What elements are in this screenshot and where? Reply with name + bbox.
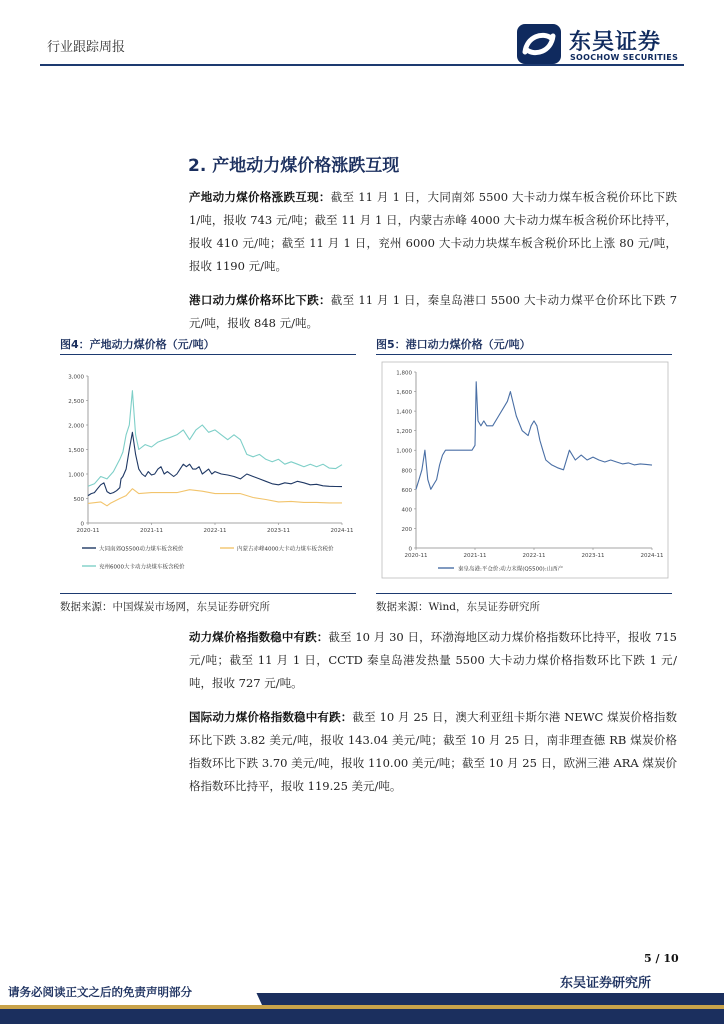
x-tick-label: 2024-11 xyxy=(640,553,664,559)
paragraph-lead: 国际动力煤价格指数稳中有跌： xyxy=(189,710,353,724)
paragraph-body: 截至 10 月 25 日，澳大利亚纽卡斯尔港 NEWC 煤炭价格指数环比下跌 3.82 美元/吨，报收 143.04 美元/吨；截至 10 月 25 日，南非理查德 RB 煤炭价格指数环比下跌 3.70 美元/吨，报收 110.00 美元/吨；截至 10 月 25 日，欧洲三港 ARA 煤炭价格指数环比持平，报收 119.25 美元/吨。 xyxy=(189,710,678,793)
fig4-chart xyxy=(60,360,356,585)
y-tick-label: 3,000 xyxy=(68,374,84,381)
paragraph-body: 截至 11 月 1 日，秦皇岛港口 5500 大卡动力煤平仓价环比下跌 7 元/吨，报收 848 元/吨。 xyxy=(189,293,678,330)
legend-label: 大同南郊Q5500动力煤车板含税价 xyxy=(99,546,184,553)
series-line xyxy=(88,489,342,506)
brand-name-en: SOOCHOW SECURITIES xyxy=(570,53,679,62)
y-tick-label: 0 xyxy=(408,546,412,553)
x-tick-label: 2021-11 xyxy=(463,553,487,559)
brand-name-cn: 东吴证券 xyxy=(569,30,662,55)
series-line xyxy=(88,432,342,495)
paragraph-body: 截至 10 月 30 日，环渤海地区动力煤价格指数环比持平，报收 715 元/吨；截至 11 月 1 日，CCTD 秦皇岛港发热量 5500 大卡动力煤价格指数环比下跌 1 元/吨，报收 727 元/吨。 xyxy=(189,630,678,690)
legend-label: 兖州6000大卡动力块煤车板含税价 xyxy=(99,564,185,571)
paragraph-lead: 动力煤价格指数稳中有跌： xyxy=(189,630,329,644)
paragraph-intl-price xyxy=(189,706,677,798)
x-tick-label: 2023-11 xyxy=(581,553,605,559)
paragraph-port-price xyxy=(189,289,677,335)
paragraph-body: 截至 11 月 1 日，大同南郊 5500 大卡动力煤车板含税价环比下跌 1/吨，报收 743 元/吨；截至 11 月 1 日，内蒙古赤峰 4000 大卡动力煤车板含税价环比持平，报收 410 元/吨；截至 11 月 1 日，兖州 6000 大卡动力块煤车板含税价环比上涨 80 元/吨，报收 1190 元/吨。 xyxy=(189,190,677,273)
y-tick-label: 400 xyxy=(401,507,412,514)
paragraph-index-price xyxy=(189,626,677,695)
y-tick-label: 200 xyxy=(401,526,412,533)
y-tick-label: 1,800 xyxy=(396,370,412,377)
disclaimer-notice: 请务必阅读正文之后的免责声明部分 xyxy=(8,985,192,999)
y-tick-label: 1,200 xyxy=(396,429,412,436)
header-rule xyxy=(40,64,684,66)
y-tick-label: 1,000 xyxy=(68,472,84,479)
fig5-bottom-rule xyxy=(376,593,672,594)
x-tick-label: 2020-11 xyxy=(76,528,100,534)
fig4-bottom-rule xyxy=(60,593,356,594)
x-tick-label: 2022-11 xyxy=(522,553,546,559)
section-title: 2. 产地动力煤价格涨跌互现 xyxy=(188,156,400,176)
fig5-rule xyxy=(376,354,672,355)
y-tick-label: 600 xyxy=(401,487,412,494)
fig5-chart xyxy=(376,360,672,585)
paragraph-lead: 产地动力煤价格涨跌互现： xyxy=(189,190,331,204)
y-tick-label: 2,000 xyxy=(68,423,84,430)
fig4-rule xyxy=(60,354,356,355)
institute-name: 东吴证券研究所 xyxy=(560,976,652,991)
x-tick-label: 2024-11 xyxy=(330,528,354,534)
y-tick-label: 800 xyxy=(401,468,412,475)
paragraph-producer-price xyxy=(189,186,677,278)
legend-label: 秦皇岛港:平仓价:动力末煤(Q5500):山西产 xyxy=(458,566,564,573)
page-number: 5 / 10 xyxy=(644,952,679,965)
x-tick-label: 2021-11 xyxy=(140,528,163,534)
brand-logo-icon xyxy=(517,22,565,66)
fig5-title: 图5：港口动力煤价格（元/吨） xyxy=(376,338,531,351)
legend-label: 内蒙古赤峰4000大卡动力煤车板含税价 xyxy=(237,546,334,553)
x-tick-label: 2020-11 xyxy=(404,553,428,559)
report-type-label: 行业跟踪周报 xyxy=(47,40,126,55)
paragraph-lead: 港口动力煤价格环比下跌： xyxy=(189,293,331,307)
fig4-source: 数据来源：中国煤炭市场网，东吴证券研究所 xyxy=(60,601,270,613)
y-tick-label: 500 xyxy=(73,497,84,503)
y-tick-label: 1,500 xyxy=(68,448,84,454)
fig4-title: 图4：产地动力煤价格（元/吨） xyxy=(60,338,215,351)
y-tick-label: 1,600 xyxy=(396,390,412,397)
x-tick-label: 2022-11 xyxy=(203,528,227,534)
y-tick-label: 2,500 xyxy=(68,399,84,405)
y-tick-label: 1,400 xyxy=(396,409,412,416)
fig5-source: 数据来源：Wind，东吴证券研究所 xyxy=(376,601,540,613)
y-tick-label: 1,000 xyxy=(396,448,412,455)
x-tick-label: 2023-11 xyxy=(267,528,290,534)
series-line xyxy=(416,382,652,490)
y-tick-label: 0 xyxy=(80,521,84,528)
brand-logo xyxy=(517,22,687,66)
